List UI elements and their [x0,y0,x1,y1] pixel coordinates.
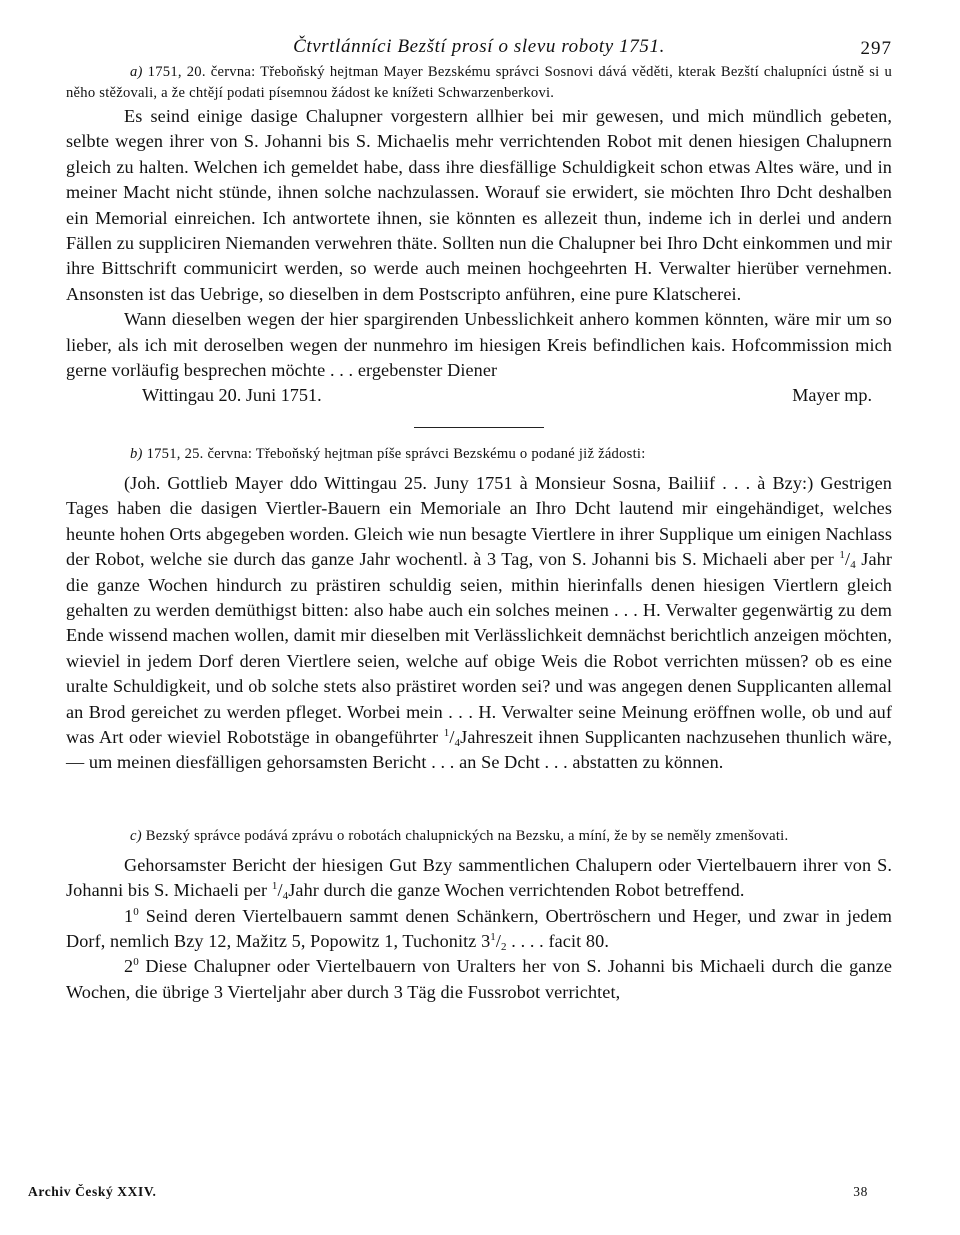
running-head [66,30,892,62]
section-b-heading [66,444,892,465]
section-c-text-part-2: Jahr durch die ganze Wochen verrichtenden Robot betreffend. [288,880,745,901]
item-2-number: 2 [124,956,134,977]
item-1-number: 1 [124,905,134,926]
section-c-text-part-1: Gehorsamster Bericht der hiesigen Gut Bzy sammentlichen Chalupern oder Viertelbauern ihrer von S. Johanni bis S. Michaeli per [66,854,892,901]
section-a-paragraph-2: Wann dieselben wegen der hier spargirenden Unbesslichkeit anhero kommen könnten, wäre mir um so lieber, als ich mit deroselben wegen der nunmehro im hiesigen Kreis befindlichen kais. Hofcommission mich gerne vorläufig besprechen möchte . . . ergebenster Diener [66,309,892,381]
section-a-label: a) [130,64,143,80]
fraction-numerator-3: 1 [271,880,278,893]
footer-signature-number: 38 [853,1184,868,1199]
section-a-heading [66,62,892,104]
item-2-text: Diese Chalupner oder Viertelbauern von Uralters her von S. Johanni bis Michaeli durch die ganze Wochen, die übrige 3 Vierteljahr aber durch 3 Täg die Fussrobot verrichtet, [66,956,892,1002]
item-1-end: . . . . facit 80. [506,930,609,951]
item-1-fraction-numerator: 1 [490,930,496,943]
fraction-numerator-2: 1 [443,726,450,739]
running-head-title: Čtvrtlánníci Bezští prosí o slevu roboty 1751. [293,36,665,57]
section-c-paragraph-1: Gehorsamster Bericht der hiesigen Gut Bzy sammentlichen Chalupern oder Viertelbauern ihrer von S. Johanni bis S. Michaeli per $^1/_4Jahr$ durch die ganze Wochen verrichtenden Robot betreffend. [66,854,892,903]
section-b-text-part-2: Jahr die ganze Wochen hindurch zu prästiren schuldig seien, mithin hierinfalls denen hiesigen Viertlern gleich gehalten zu werden demüthigst bitten: also habe auch ein solches meinen . . . H. Verwalter gegenwärtig zu dem Ende wissend machen wollen, damit mir dieselben mit Verlässlichkeit demnächst berichtlich anzeigen möchten, wieviel in jedem Dorf deren Viertlere seien, welche auf obige Weis die Robot verrichten müssen? ob es eine uralte Schuldigkeit, und ob solche stets also prästiret worden sei? und was angegen denen Supplicanten allemal an Brod gereichet zu werden pfleget. Worbei mein . . . H. Verwalter seine Meinung eröffnen wolle, ob und auf was Art oder wieviel Robotstäge in obangeführter [66,549,892,747]
section-c-heading-text: Bezský správce podává zprávu o robotách chalupnických na Bezsku, a míní, že by se neměly zmenšovati. [145,827,789,844]
section-c-label: c) [130,827,142,844]
document-page [66,30,892,1005]
section-divider [414,427,544,428]
item-1-text: Seind deren Viertelbauern sammt denen Schänkern, Obertröschern und Heger, und zwar in jedem Dorf, nemlich Bzy 12, Mažitz 5, Popowitz 1, Tuchonitz 3 [66,905,892,951]
fraction-denominator-3: 4 [282,890,289,903]
section-b-text-part-1: (Joh. Gottlieb Mayer ddo Wittingau 25. Juny 1751 à Monsieur Sosna, Bailiif . . . à Bzy:) Gestrigen Tages haben die dasigen Viertler-Bauern ein Memoriale an Ihro Dcht lautend mir eingehändiget, welches heunte hohen Orts abgegeben worden. Gleich wie nun besagte Viertlere in ihrer Supplique um einigen Nachlass der Robot, welche sie durch das ganze Jahr wochentl. à 3 Tag, von S. Johanni bis S. Michaeli aber per [66,472,892,570]
footer-series: Archiv Český XXIV. [28,1184,157,1199]
section-a-paragraph-1: Es seind einige dasige Chalupner vorgestern allhier bei mir gewesen, und mich mündlich gebeten, selbte wegen ihrer von S. Johanni bis S. Michaelis mehr verrichtenden Robot mit denen hiesigen Chalupnern gleich zu halten. Welchen ich gemeldet habe, dass ihre diesfällige Schuldigkeit schon etwas Altes wäre, und in meiner Macht nicht stünde, ihnen solche nachzulassen. Worauf sie erwidert, sie möchten Ihro Dcht deshalben ein Memorial einreichen. Ich antwortete ihnen, sie könnten es allezeit thun, indeme ich in derlei und andern Fällen zu suppliciren Niemanden verwehren thäte. Sollten nun die Chalupner bei Ihro Dcht einkommen und mir ihre Bittschrift communicirt werden, so werde auch meinen hochgeehrten H. Verwalter hierüber vernehmen. Ansonsten ist das Uebrige, so dieselben in dem Postscripto anführen, eine pure Klatscherei. [66,106,892,304]
section-b-label: b) [130,445,143,462]
item-2-ordinal-mark: 0 [133,956,139,969]
signature-line [66,383,892,408]
section-c-heading [66,826,892,847]
section-c-item-1: $1^0$ Seind deren Viertelbauern sammt denen Schänkern, Obertröschern und Heger, und zwar in jedem Dorf, nemlich Bzy 12, Mažitz 5, Popowitz 1, Tuchonitz $3^1/_2$ . . . . facit 80. [66,905,892,953]
section-b-heading-text: 1751, 25. června: Třeboňský hejtman píše správci Bezskému o podané již žádosti: [146,445,646,462]
fraction-denominator-2: 4 [454,736,461,749]
item-1-fraction-denominator: 2 [501,940,507,953]
page-number: 297 [860,38,892,59]
section-c-item-2 [66,954,892,1005]
section-a-heading-text: 1751, 20. června: Třeboňský hejtman Mayer Bezskému správci Sosnovi dává věděti, kterak Bezští chalupníci ústně si u něho stěžovali, a že chtějí podati písemnou žádost ke knížeti Schwarzenberkovi. [66,64,892,101]
page-footer [28,1184,868,1200]
item-1-ordinal-mark: 0 [133,905,139,918]
signature-name: Mayer mp. [792,385,872,406]
section-b-paragraph-1: (Joh. Gottlieb Mayer ddo Wittingau 25. Juny 1751 à Monsieur Sosna, Bailiif . . . à Bzy:) Gestrigen Tages haben die dasigen Viertler-Bauern ein Memoriale an Ihro Dcht lautend mir eingehändiget, welches heunte hohen Orts abgegeben worden. Gleich wie nun besagte Viertlere in ihrer Supplique um einigen Nachlass der Robot, welche sie durch das ganze Jahr wochentl. à 3 Tag, von S. Johanni bis S. Michaeli aber per $^1/_4$ Jahr die ganze Wochen hindurch zu prästiren schuldig seien, mithin hierinfalls denen hiesigen Viertlern gleich gehalten zu werden demüthigst bitten: also habe auch ein solches meinen . . . H. Verwalter gegenwärtig zu dem Ende wissend machen wollen, damit mir dieselben mit Verlässlichkeit demnächst berichtlich anzeigen möchten, wieviel in jedem Dorf deren Viertlere seien, welche auf obige Weis die Robot verrichten müssen? ob es eine uralte Schuldigkeit, und ob solche stets also prästiret worden sei? und was angegen denen Supplicanten allemal an Brod gereichet zu werden pfleget. Worbei mein . . . H. Verwalter seine Meinung eröffnen wolle, ob und auf was Art oder wieviel Robotstäge in obangeführter $^1/_4Jahreszeit$ ihnen Supplicanten nachzusehen thunlich wäre, — um meinen diesfälligen gehorsamsten Bericht . . . an Se Dcht . . . abstatten zu können. [66,472,892,773]
signature-place-date: Wittingau 20. Juni 1751. [142,385,322,406]
section-b-text-part-3: Jahreszeit ihnen Supplicanten nachzusehen thunlich wäre, — um meinen diesfälligen gehorsamsten Bericht . . . an Se Dcht . . . abstatten zu können. [66,726,892,773]
fraction-numerator: 1 [839,549,846,562]
fraction-denominator: 4 [850,559,856,572]
